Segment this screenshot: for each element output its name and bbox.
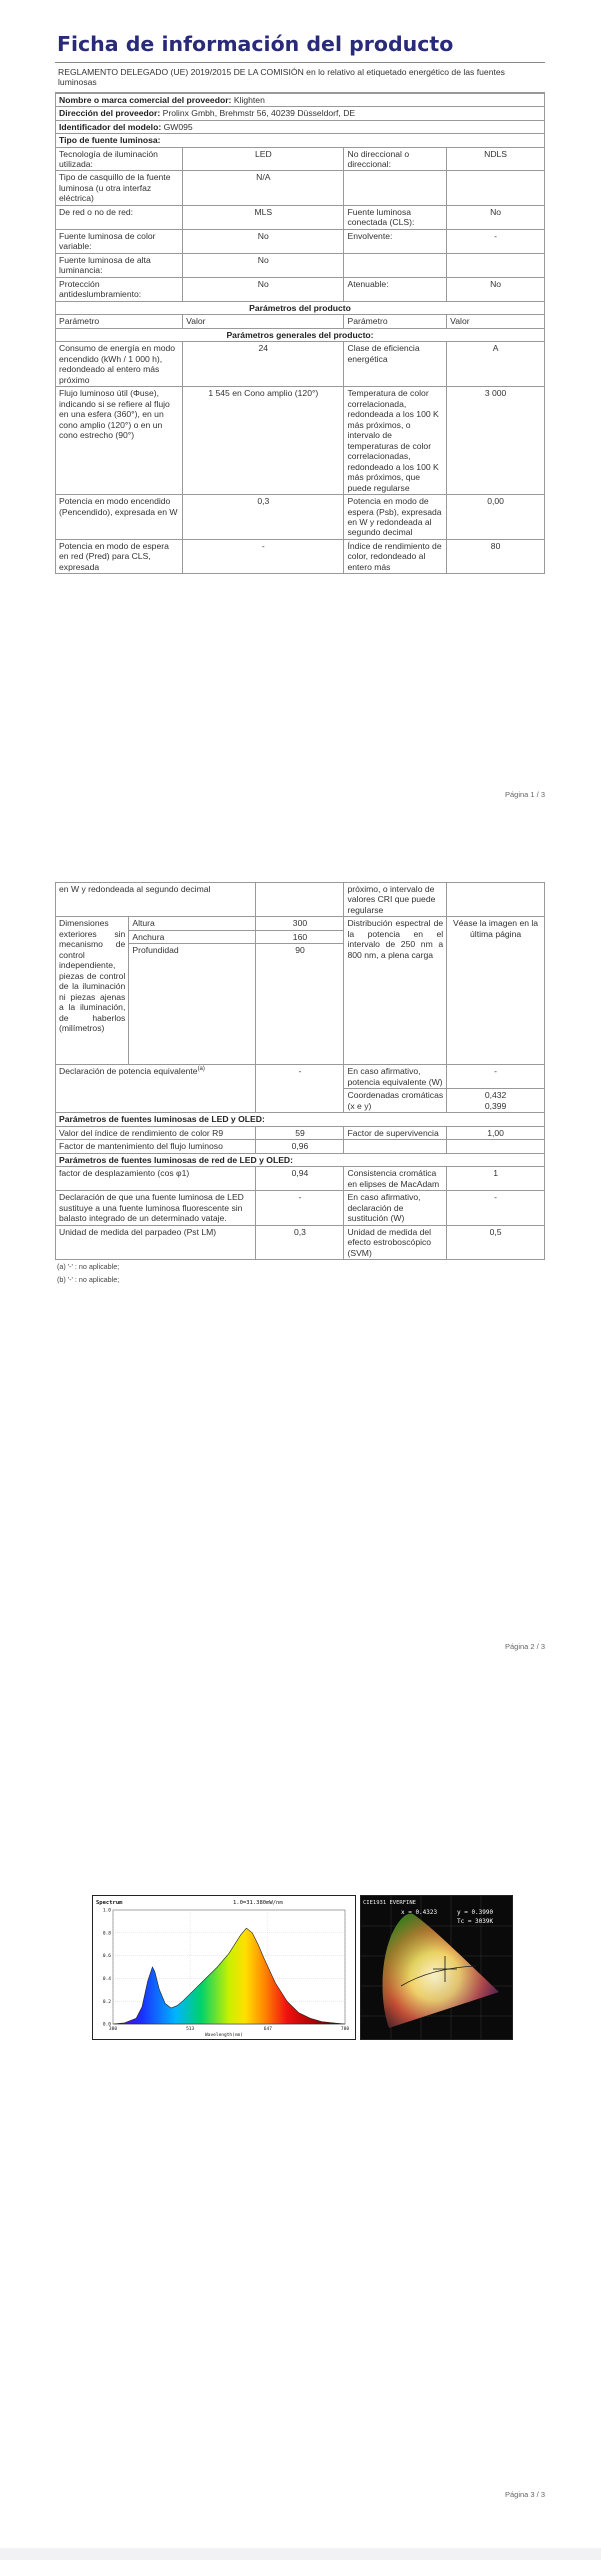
mains-value: 0,94 — [256, 1167, 344, 1191]
continued-row — [56, 883, 545, 917]
led-value: 0,96 — [256, 1140, 344, 1153]
product-info-table — [55, 93, 545, 575]
page-title: Ficha de información del producto — [55, 30, 545, 63]
type-value: MLS — [183, 205, 344, 229]
general-row — [56, 539, 545, 573]
led-rows — [56, 1126, 545, 1153]
dim-name-height: Altura — [129, 917, 256, 930]
page-number-1: Página 1 / 3 — [504, 790, 545, 799]
type-value: N/A — [183, 171, 344, 205]
general-param: Consumo de energía en modo encendido (kWh / 1 000 h), redondeado al entero más próximo — [56, 342, 183, 387]
general-value: 0,3 — [183, 495, 344, 540]
type-param-2: Fuente luminosa conectada (CLS): — [344, 205, 447, 229]
spectrum-xtick-label: 513 — [186, 2027, 195, 2032]
type-value-2 — [447, 253, 545, 277]
general-value-2: A — [447, 342, 545, 387]
col-parametro-1: Parámetro — [56, 315, 183, 328]
spectrum-chart — [92, 1895, 356, 2040]
type-param: Fuente luminosa de color variable: — [56, 229, 183, 253]
mains-param-2: Consistencia cromática en elipses de MacAdam — [344, 1167, 447, 1191]
address-label: Dirección del proveedor: — [59, 108, 161, 119]
general-params-row — [56, 328, 545, 341]
type-param-2: Atenuable: — [344, 277, 447, 301]
continued-param-1: en W y redondeada al segundo decimal — [56, 883, 256, 917]
cie-svg — [361, 1896, 512, 2039]
led-params-row — [56, 1113, 545, 1126]
mains-param-2: En caso afirmativo, declaración de sustitución (W) — [344, 1191, 447, 1225]
led-value-2: 1,00 — [447, 1126, 545, 1139]
mains-param: Unidad de medida del parpadeo (Pst LM) — [56, 1225, 256, 1259]
general-value-2: 3 000 — [447, 387, 545, 495]
supplier-row — [56, 93, 545, 106]
general-value: 1 545 en Cono amplio (120°) — [183, 387, 344, 495]
spectrum-xtick-label: 380 — [108, 2027, 118, 2032]
mains-param-2: Unidad de medida del efecto estroboscópico (SVM) — [344, 1225, 447, 1259]
general-row — [56, 387, 545, 495]
type-value: No — [183, 277, 344, 301]
dim-name-width: Anchura — [129, 930, 256, 943]
footnote-b: (b) '-' : no aplicable; — [57, 1274, 120, 1284]
spectrum-ytick-label: 0.4 — [102, 1977, 111, 1982]
type-value-2: No — [447, 277, 545, 301]
mains-value-2: - — [447, 1191, 545, 1225]
led-value-2 — [447, 1140, 545, 1153]
cie-x: x = 0.4323 — [401, 1909, 438, 1916]
general-params-title: Parámetros generales del producto: — [56, 328, 545, 341]
type-label: Tipo de fuente luminosa: — [56, 134, 545, 147]
type-header-row — [56, 134, 545, 147]
mains-params-row — [56, 1153, 545, 1166]
type-value-2: No — [447, 205, 545, 229]
chromaticity-label: Coordenadas cromáticas (x e y) — [344, 1089, 447, 1113]
page-number-3: Página 3 / 3 — [504, 2490, 545, 2499]
general-row — [56, 495, 545, 540]
product-params-row — [56, 301, 545, 314]
dimensions-label: Dimensiones exteriores sin mecanismo de control independiente, piezas de control de la iluminación ni piezas ajenas a la iluminación, de haberlos (milímetros) — [56, 917, 129, 1065]
led-param-2: Factor de supervivencia — [344, 1126, 447, 1139]
spectrum-ytick-label: 0.0 — [102, 2022, 111, 2028]
led-param-2 — [344, 1140, 447, 1153]
type-param: Protección antideslumbramiento: — [56, 277, 183, 301]
page-number-2: Página 2 / 3 — [504, 1642, 545, 1651]
type-param-2 — [344, 253, 447, 277]
col-valor-2: Valor — [447, 315, 545, 328]
type-row — [56, 171, 545, 205]
model-label: Identificador del modelo: — [59, 121, 162, 132]
cie-tc: Tc = 3039K — [457, 1918, 494, 1925]
type-row — [56, 205, 545, 229]
measurement-charts — [92, 1895, 513, 2040]
led-param: Factor de mantenimiento del flujo luminoso — [56, 1140, 256, 1153]
type-param: Fuente luminosa de alta luminancia: — [56, 253, 183, 277]
general-param: Potencia en modo de espera en red (Pred) para CLS, expresada — [56, 539, 183, 573]
dim-name-depth: Profundidad — [129, 944, 256, 1065]
general-value-2: 80 — [447, 539, 545, 573]
type-value: No — [183, 253, 344, 277]
address-value: Prolinx Gmbh, Brehmstr 56, 40239 Düsseldorf, DE — [162, 108, 356, 119]
dimension-row-height — [56, 917, 545, 930]
type-value-2: NDLS — [447, 147, 545, 171]
spectrum-xtick-label: 780 — [340, 2027, 350, 2032]
mains-row — [56, 1167, 545, 1191]
led-param: Valor del índice de rendimiento de color R9 — [56, 1126, 256, 1139]
type-value-2: - — [447, 229, 545, 253]
col-valor-1: Valor — [183, 315, 344, 328]
type-param: Tecnología de iluminación utilizada: — [56, 147, 183, 171]
type-row — [56, 253, 545, 277]
spectrum-ytick-label: 1.0 — [102, 1908, 111, 1914]
product-params-title: Parámetros del producto — [56, 301, 545, 314]
type-row — [56, 147, 545, 171]
spectrum-title: Spectrum — [96, 1900, 123, 1906]
type-param-2: Envolvente: — [344, 229, 447, 253]
equivalent-power-value: - — [256, 1065, 344, 1113]
regulation-text: REGLAMENTO DELEGADO (UE) 2019/2015 DE LA COMISIÓN en lo relativo al etiquetado energético de las fuentes luminosas — [55, 63, 545, 93]
type-param: De red o no de red: — [56, 205, 183, 229]
type-param: Tipo de casquillo de la fuente luminosa (u otra interfaz eléctrica) — [56, 171, 183, 205]
general-param-2: Temperatura de color correlacionada, redondeada a los 100 K más próximos, o intervalo de temperaturas de color correlacionadas, redondeado a los 100 K más próximos, que puede regularse — [344, 387, 447, 495]
general-param-2: Potencia en modo de espera (Psb), expresada en W y redondeada al segundo decimal — [344, 495, 447, 540]
led-value: 59 — [256, 1126, 344, 1139]
cie-y: y = 0.3990 — [457, 1909, 494, 1916]
spectrum-svg — [93, 1896, 355, 2039]
continued-value-2 — [447, 883, 545, 917]
bottom-strip — [0, 2548, 601, 2560]
spectrum-readout: 1.0=31.380mW/nm — [233, 1900, 283, 1906]
model-value: GW095 — [163, 121, 193, 132]
spectrum-ytick-label: 0.6 — [102, 1954, 111, 1960]
address-row — [56, 107, 545, 120]
equivalent-power-yes-value: - — [447, 1065, 545, 1089]
general-param: Potencia en modo encendido (Pencendido), expresada en W — [56, 495, 183, 540]
dim-value-depth: 90 — [256, 944, 344, 1065]
cie-title: CIE1931 EVERFINE — [363, 1900, 416, 1906]
type-value-2 — [447, 171, 545, 205]
type-param-2: No direccional o direccional: — [344, 147, 447, 171]
equivalent-power-yes-label: En caso afirmativo, potencia equivalente (W) — [344, 1065, 447, 1089]
spectrum-ytick-label: 0.8 — [102, 1931, 111, 1937]
continued-param-2: próximo, o intervalo de valores CRI que puede regularse — [344, 883, 447, 917]
supplier-label: Nombre o marca comercial del proveedor: — [59, 94, 232, 105]
column-header-row — [56, 315, 545, 328]
chromaticity-y: 0,399 — [484, 1100, 507, 1111]
general-value: - — [183, 539, 344, 573]
type-value: No — [183, 229, 344, 253]
general-param: Flujo luminoso útil (Φuse), indicando si se refiere al flujo en una esfera (360°), en un cono amplio (120°) o en un cono estrecho (90°) — [56, 387, 183, 495]
mains-param: Declaración de que una fuente luminosa de LED sustituye a una fuente luminosa fluorescente sin balasto integrado de un determinado vataje. — [56, 1191, 256, 1225]
type-row — [56, 277, 545, 301]
continued-value-1 — [256, 883, 344, 917]
general-rows — [56, 342, 545, 574]
mains-row — [56, 1225, 545, 1259]
led-row — [56, 1140, 545, 1153]
mains-value: 0,3 — [256, 1225, 344, 1259]
type-param-2 — [344, 171, 447, 205]
type-rows — [56, 147, 545, 301]
page-1 — [55, 30, 545, 574]
type-value: LED — [183, 147, 344, 171]
type-row — [56, 229, 545, 253]
footnote-a: (a) '-' : no aplicable; — [57, 1262, 120, 1272]
cie-chart — [360, 1895, 513, 2040]
general-param-2: Clase de eficiencia energética — [344, 342, 447, 387]
dim-value-height: 300 — [256, 917, 344, 930]
mains-value-2: 0,5 — [447, 1225, 545, 1259]
spectral-value: Véase la imagen en la última página — [447, 917, 545, 1065]
spectrum-ytick-label: 0.2 — [102, 1999, 111, 2005]
led-row — [56, 1126, 545, 1139]
equivalent-power-row: Declaración de potencia equivalente$^{(a)}$ - En caso afirmativo, potencia equivalente (W) - — [56, 1065, 545, 1089]
spectrum-xtick-label: 647 — [263, 2027, 272, 2032]
general-row — [56, 342, 545, 387]
model-row — [56, 120, 545, 133]
general-param-2: Índice de rendimiento de color, redondeado al entero más — [344, 539, 447, 573]
equivalent-power-label: Declaración de potencia equivalente — [59, 1066, 198, 1077]
mains-param: factor de desplazamiento (cos φ1) — [56, 1167, 256, 1191]
dim-value-width: 160 — [256, 930, 344, 943]
chromaticity-x: 0,432 — [484, 1090, 507, 1101]
product-params-table-cont — [55, 882, 545, 1260]
mains-rows — [56, 1167, 545, 1260]
general-value-2: 0,00 — [447, 495, 545, 540]
mains-row — [56, 1191, 545, 1225]
led-params-title: Parámetros de fuentes luminosas de LED y OLED: — [56, 1113, 545, 1126]
spectrum-xlabel: Wavelength(nm) — [205, 2033, 243, 2038]
page-2 — [55, 882, 545, 1286]
mains-value: - — [256, 1191, 344, 1225]
general-value: 24 — [183, 342, 344, 387]
col-parametro-2: Parámetro — [344, 315, 447, 328]
supplier-value: Klighten — [233, 94, 265, 105]
mains-value-2: 1 — [447, 1167, 545, 1191]
spectral-label: Distribución espectral de la potencia en el intervalo de 250 nm a 800 nm, a plena carga — [344, 917, 447, 1065]
mains-params-title: Parámetros de fuentes luminosas de red de LED y OLED: — [56, 1153, 545, 1166]
